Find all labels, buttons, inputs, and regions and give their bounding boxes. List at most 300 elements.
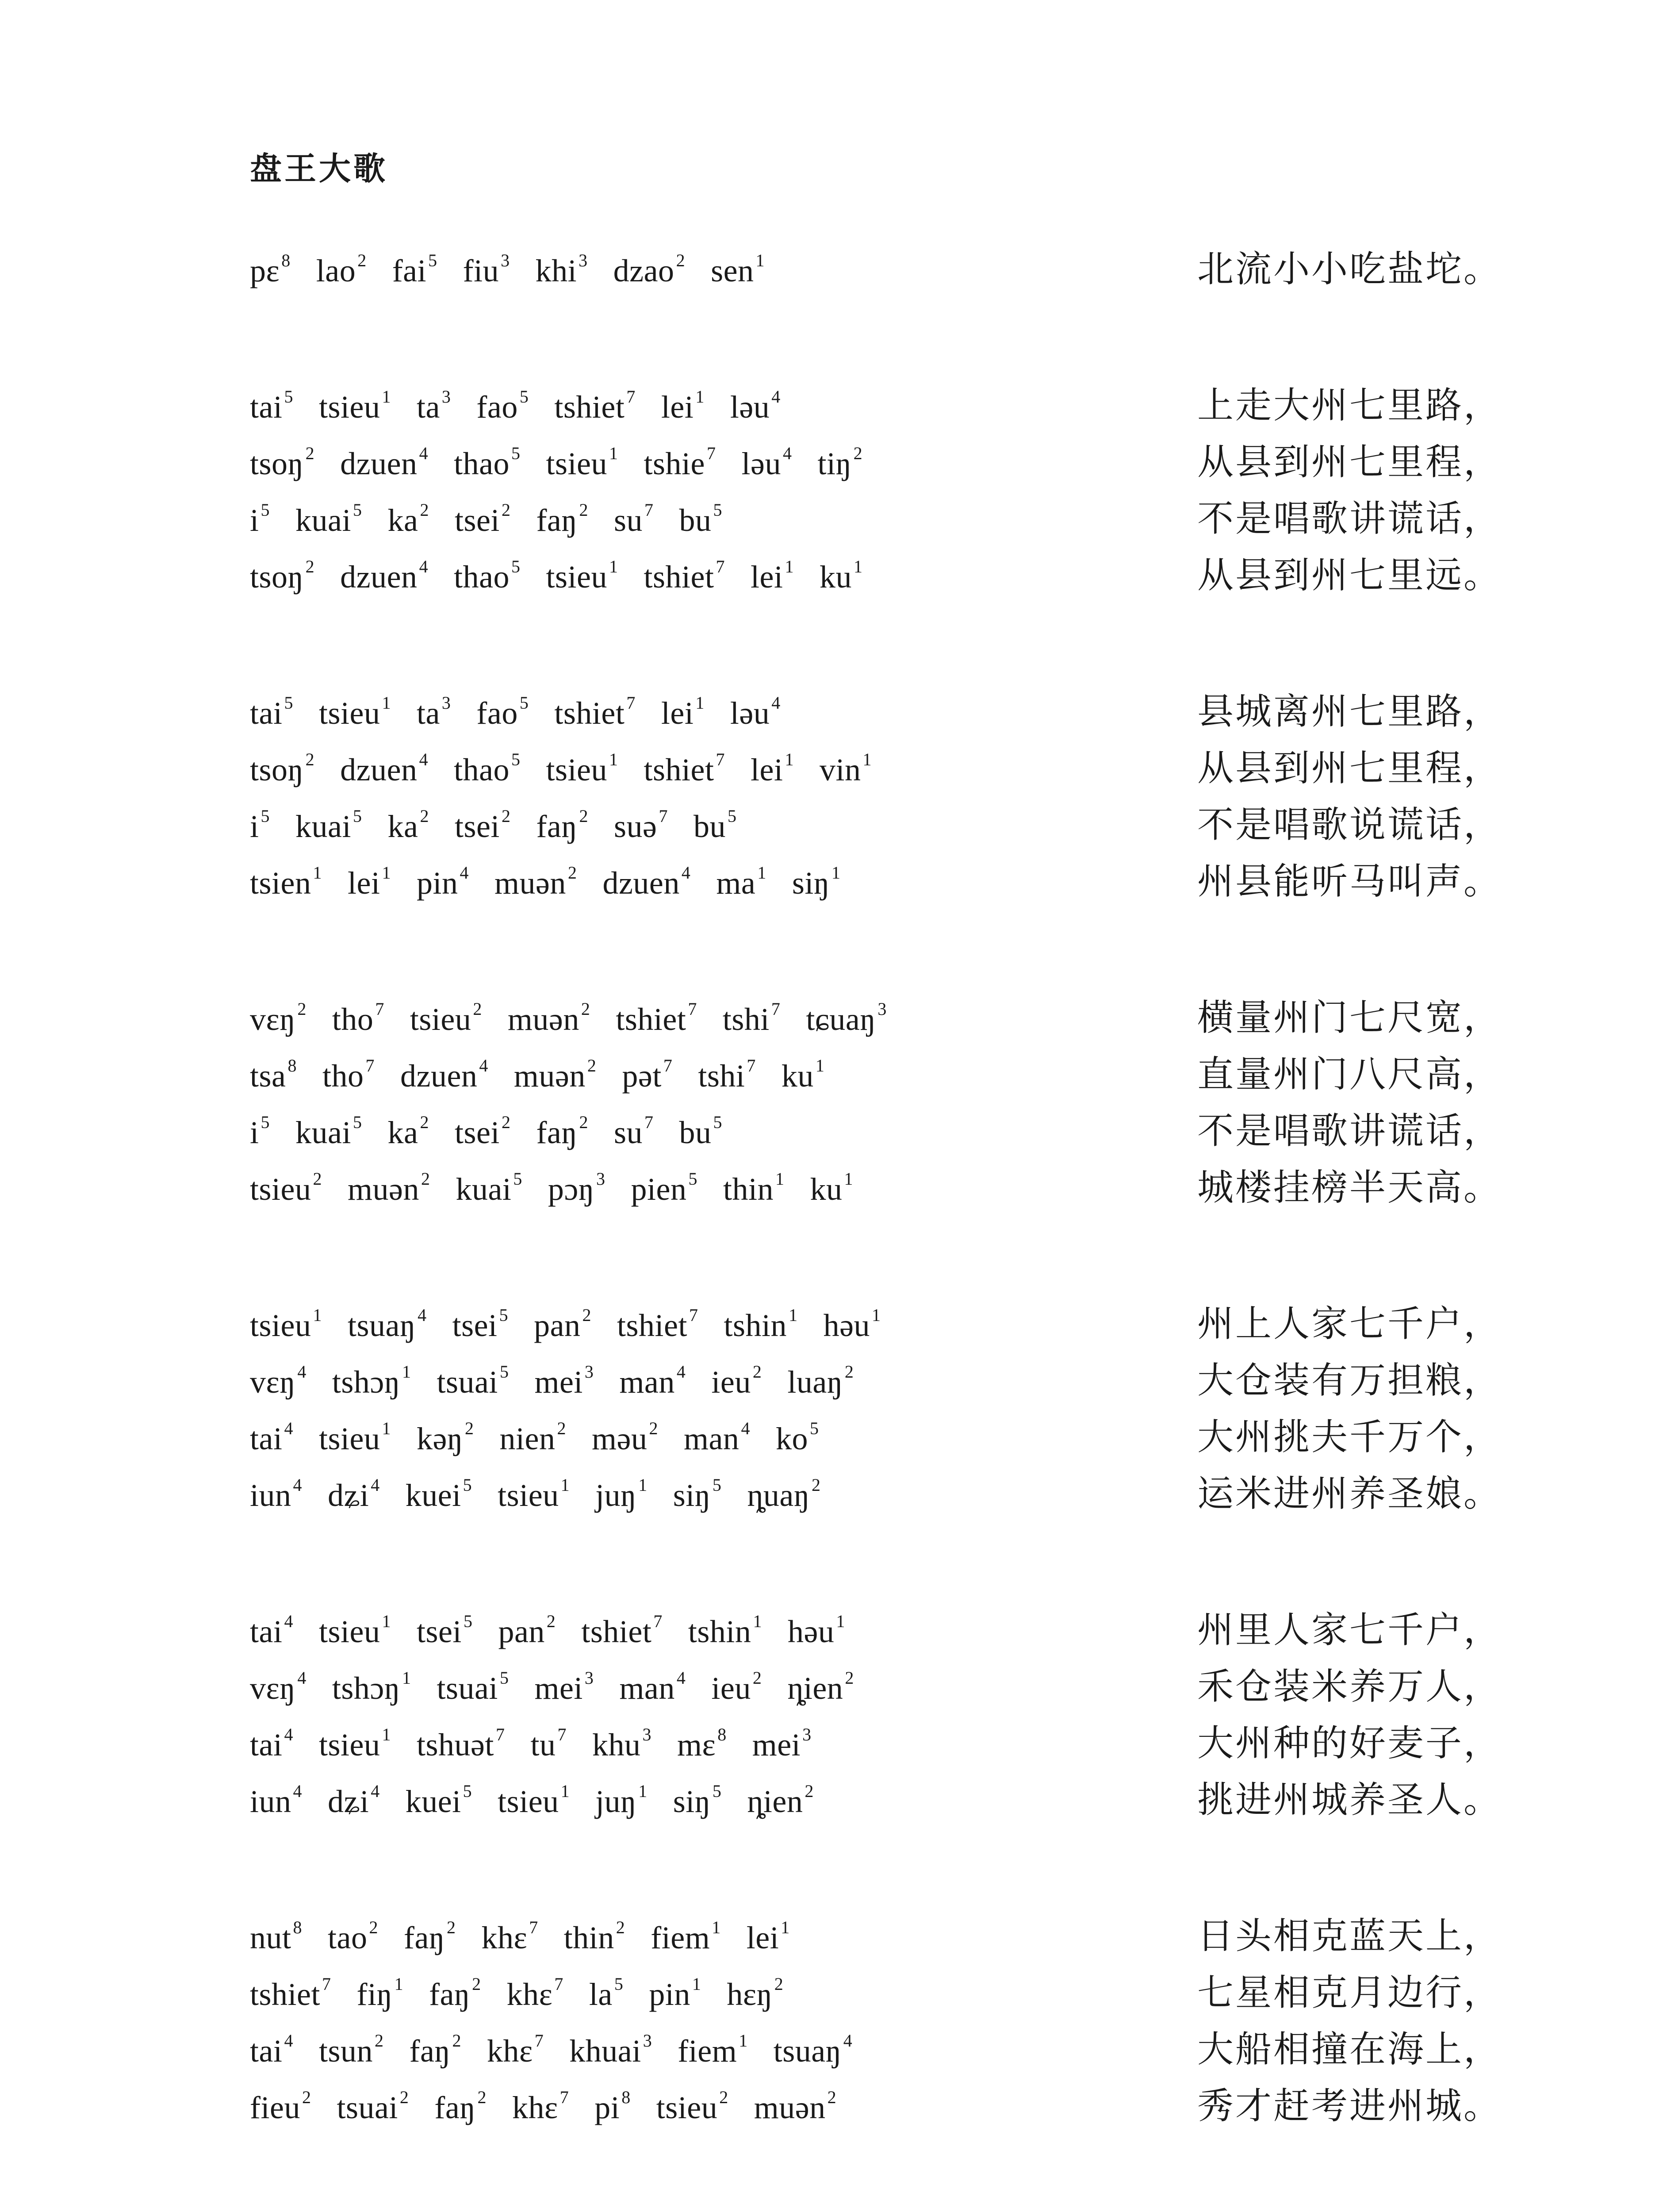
syllable-text: su [613,503,643,538]
tone-number: 2 [581,999,590,1019]
syllable [498,1773,570,1830]
tone-number: 2 [752,1362,762,1382]
tone-number: 4 [293,1475,303,1495]
syllable-text: tshiet [250,1977,320,2012]
syllable [250,2079,311,2136]
syllable-text: muən [754,2090,826,2125]
tone-number: 1 [382,863,391,883]
tone-number: 4 [843,2031,853,2051]
tone-number: 4 [297,1668,307,1688]
tone-number: 2 [501,1112,511,1132]
syllable-text: tɕuaŋ [806,1002,876,1037]
tone-number: 3 [501,250,510,270]
tone-number: 2 [719,2087,728,2107]
syllable [536,1104,588,1161]
syllable [332,1660,411,1717]
tone-number: 4 [371,1475,380,1495]
syllable-text: tai [250,1727,283,1763]
syllable [546,741,618,798]
verse-line [250,491,1502,547]
syllable [747,1909,790,1966]
syllable-text: tsuaŋ [347,1308,416,1343]
tone-number: 7 [626,387,636,407]
tone-number: 4 [479,1056,488,1075]
syllable-text: thao [454,446,510,481]
romanized-line [250,1773,839,1830]
syllable [319,1410,391,1467]
tone-number: 5 [352,500,362,520]
syllable-text: la [589,1977,613,2012]
syllable [406,1773,472,1830]
syllable [614,798,668,855]
syllable-text: lei [751,559,783,595]
syllable-text: khi [535,253,577,288]
syllable [417,1603,472,1660]
tone-number: 4 [676,1362,686,1382]
stanza [250,1602,1502,1828]
tone-number: 2 [557,1418,566,1438]
tone-number: 7 [529,1917,538,1937]
chinese-translation: 县城离州七里路， [1197,691,1502,733]
tone-number: 3 [584,1668,594,1688]
tone-number: 1 [638,1781,648,1801]
syllable [498,1467,570,1524]
syllable [332,1354,411,1410]
syllable [649,1966,701,2023]
syllable [817,435,862,492]
syllable [595,1773,648,1830]
syllable-text: tshiet [554,389,625,425]
syllable-text: kuai [456,1171,512,1207]
syllable [617,1297,698,1354]
syllable-text: faŋ [536,503,578,538]
syllable [792,855,841,911]
tone-number: 5 [261,500,270,520]
tone-number: 2 [649,1418,658,1438]
syllable-text: ku [781,1058,814,1094]
syllable [348,1297,427,1354]
syllable-text: həu [787,1614,835,1649]
tone-number: 7 [322,1974,331,1994]
chinese-translation: 从县到州七里程， [1197,441,1502,483]
syllable-text: tsuai [437,1364,498,1400]
verse-line [250,1715,1502,1772]
syllable [454,435,520,492]
tone-number: 5 [352,1112,362,1132]
syllable [417,1410,474,1467]
tone-number: 5 [688,1169,697,1189]
syllable-text: tsuai [337,2090,398,2125]
romanized-line [250,798,762,855]
romanized-line [250,991,912,1048]
tone-number: 5 [511,557,521,576]
chinese-translation: 禾仓装米养万人， [1197,1666,1502,1708]
tone-number: 5 [261,806,270,826]
tone-number: 1 [755,250,765,270]
syllable-text: pɛ [250,253,280,288]
syllable-text: tshin [724,1308,787,1343]
romanized-line [250,435,888,492]
verse-line [250,1046,1502,1103]
syllable [661,685,705,741]
syllable [546,549,618,605]
syllable-text: tsieu [546,559,608,595]
syllable [824,1297,881,1354]
stanza [250,377,1502,604]
tone-number: 4 [782,443,792,463]
syllable-text: thin [563,1920,614,1955]
syllable [730,379,781,435]
tone-number: 5 [713,500,723,520]
syllable-text: vɛŋ [250,1364,296,1400]
chinese-translation: 七星相克月边行， [1197,1972,1502,2014]
syllable [319,1717,391,1773]
syllable-text: tsieu [250,1171,311,1207]
syllable-text: tai [250,389,283,425]
syllable-text: tshiet [554,695,625,731]
syllable-text: tsuai [437,1671,498,1706]
syllable-text: kuai [295,503,351,538]
tone-number: 3 [579,250,588,270]
tone-number: 1 [609,443,618,463]
tone-number: 4 [293,1781,303,1801]
syllable-text: lei [661,695,694,731]
syllable-text: tsieu [250,1308,311,1343]
syllable [387,1104,429,1161]
syllable-text: fai [392,253,427,288]
stanza [250,990,1502,1216]
syllable-text: tsei [416,1614,462,1649]
syllable [250,741,314,798]
syllable-text: tshi [722,1002,770,1037]
romanized-line [250,1410,844,1467]
syllable-text: juŋ [595,1478,637,1513]
syllable-text: lei [746,1920,779,1955]
tone-number: 5 [809,1418,819,1438]
syllable [589,1966,623,2023]
tone-number: 2 [477,2087,487,2107]
syllable [787,1660,854,1717]
romanized-line [250,2079,862,2136]
syllable-text: kəŋ [416,1421,464,1456]
syllable-text: tsun [318,2033,373,2069]
syllable-text: tshuət [416,1727,494,1763]
tone-number: 2 [305,749,315,769]
syllable-text: tsieu [498,1478,559,1513]
tone-number: 3 [642,1724,651,1744]
tone-number: 5 [519,693,529,713]
syllable-text: mɛ [677,1727,716,1763]
tone-number: 5 [511,443,521,463]
syllable-text: tai [250,2033,283,2069]
syllable [250,1410,293,1467]
syllable-text: pin [649,1977,690,2012]
tone-number: 8 [281,250,291,270]
syllable [716,855,766,911]
syllable [512,2079,569,2136]
syllable [456,1161,522,1217]
syllable-text: khuai [569,2033,641,2069]
syllable-text: kuai [295,809,351,844]
syllable-text: tshiet [644,752,714,787]
tone-number: 3 [441,693,451,713]
syllable [319,685,391,741]
syllable [534,1297,591,1354]
syllable [250,549,314,605]
syllable [498,1603,556,1660]
syllable [417,685,451,741]
verse-line [250,1466,1502,1522]
tone-number: 1 [382,387,391,407]
tone-number: 5 [614,1974,624,1994]
syllable-text: tsieu [498,1784,559,1819]
syllable [400,1048,488,1104]
chinese-translation: 秀才赶考进州城。 [1197,2085,1502,2127]
syllable-text: iun [250,1478,291,1513]
syllable-text: tsei [454,809,500,844]
syllable [507,1966,563,2023]
syllable-text: nien [499,1421,556,1456]
verse-line [250,1409,1502,1466]
romanized-line [250,2023,878,2079]
syllable-text: faŋ [429,1977,471,2012]
tone-number: 5 [284,387,293,407]
romanized-line [250,1966,809,2023]
syllable-text: muən [494,865,566,901]
tone-number: 5 [463,1475,472,1495]
syllable [787,1354,854,1410]
tone-number: 2 [305,443,315,463]
verse-line [250,1965,1502,2021]
tone-number: 2 [774,1974,784,1994]
tone-number: 1 [753,1611,762,1631]
syllable [476,379,529,435]
song-body [250,241,1502,2212]
syllable [693,798,737,855]
tone-number: 3 [643,2031,652,2051]
syllable-text: fiem [678,2033,737,2069]
syllable [387,798,429,855]
syllable [250,1297,322,1354]
syllable [622,1048,672,1104]
tone-number: 7 [559,2087,569,2107]
syllable [250,1603,293,1660]
syllable-text: tai [250,1421,283,1456]
tone-number: 1 [831,863,841,883]
chinese-translation: 日头相克蓝天上， [1197,1915,1502,1957]
chinese-translation: 运米进州养圣娘。 [1197,1473,1502,1515]
syllable-text: tsieu [656,2090,718,2125]
tone-number: 8 [717,1724,727,1744]
syllable-text: khɛ [487,2033,533,2069]
syllable-text: tsieu [318,1421,380,1456]
syllable-text: bu [679,503,712,538]
chinese-translation: 不是唱歌讲谎话， [1197,498,1502,540]
syllable-text: muən [347,1171,419,1207]
chinese-translation: 不是唱歌讲谎话， [1197,1110,1502,1152]
tone-number: 2 [452,2031,462,2051]
tone-number: 5 [428,250,437,270]
tone-number: 8 [287,1056,297,1075]
tone-number: 2 [853,443,863,463]
syllable-text: tshin [688,1614,751,1649]
tone-number: 2 [420,1112,429,1132]
verse-line [250,377,1502,434]
syllable [437,1354,509,1410]
syllable [340,435,428,492]
syllable-text: bu [679,1115,712,1150]
syllable [723,991,781,1048]
tone-number: 8 [293,1917,303,1937]
tone-number: 2 [676,250,686,270]
syllable [250,1467,302,1524]
verse-line [250,1659,1502,1715]
syllable [404,1909,456,1966]
syllable [727,1966,783,2023]
tone-number: 3 [802,1724,812,1744]
syllable [295,798,362,855]
syllable [250,435,314,492]
tone-number: 7 [747,1056,756,1075]
syllable [810,1161,853,1217]
syllable-text: man [619,1671,675,1706]
syllable-text: siŋ [673,1784,711,1819]
syllable-text: tu [530,1727,556,1763]
tone-number: 4 [419,557,429,576]
syllable-text: məu [592,1421,648,1456]
syllable [340,741,428,798]
romanized-line [250,741,897,798]
syllable [410,2023,462,2079]
romanized-line [250,1603,871,1660]
syllable-text: tsoŋ [250,559,304,595]
tone-number: 5 [463,1611,473,1631]
tone-number: 4 [771,387,781,407]
syllable-text: pin [416,865,458,901]
romanized-line [250,1104,748,1161]
syllable-text: siŋ [673,1478,711,1513]
syllable [782,1048,825,1104]
syllable-text: lei [661,389,694,425]
syllable-text: pət [622,1058,662,1094]
stanza [250,684,1502,910]
syllable-text: man [619,1364,675,1400]
chinese-translation: 州上人家七千户， [1197,1303,1502,1345]
syllable [751,549,794,605]
syllable-text: dzao [613,253,674,288]
syllable-text: ta [416,695,440,731]
syllable [250,855,322,911]
syllable-text: su [613,1115,643,1150]
syllable-text: fieu [250,2090,300,2125]
syllable [619,1354,686,1410]
syllable-text: iun [250,1784,291,1819]
syllable [677,1717,727,1773]
tone-number: 1 [695,387,705,407]
verse-line [250,547,1502,604]
syllable-text: tsieu [410,1002,471,1037]
syllable [554,685,636,741]
tone-number: 3 [877,999,887,1019]
syllable [417,1717,505,1773]
syllable-text: dzuen [340,559,418,595]
syllable-text: ȵien [787,1671,843,1706]
syllable [564,1909,625,1966]
tone-number: 1 [862,749,872,769]
tone-number: 7 [716,557,725,576]
syllable [644,549,725,605]
syllable [536,242,588,299]
syllable [673,1773,722,1830]
tone-number: 1 [844,1169,853,1189]
syllable-text: kuei [405,1478,461,1513]
tone-number: 2 [844,1362,854,1382]
tone-number: 7 [365,1056,375,1075]
syllable [319,1603,391,1660]
tone-number: 2 [805,1781,814,1801]
syllable [417,379,451,435]
syllable-text: tsoŋ [250,752,304,787]
chinese-translation: 从县到州七里程， [1197,747,1502,789]
syllable [295,1104,362,1161]
syllable-text: dzuen [340,752,418,787]
syllable [429,1966,481,2023]
syllable-text: khɛ [481,1920,528,1955]
tone-number: 7 [771,999,781,1019]
tone-number: 2 [313,1169,322,1189]
tone-number: 4 [681,863,691,883]
syllable [316,242,367,299]
syllable [534,1660,594,1717]
tone-number: 2 [567,863,577,883]
syllable [661,379,705,435]
syllable [476,685,529,741]
tone-number: 4 [741,1418,750,1438]
syllable-text: bu [693,809,726,844]
tone-number: 5 [519,387,529,407]
syllable [581,1603,663,1660]
syllable-text: fiem [651,1920,710,1955]
tone-number: 7 [557,1724,567,1744]
tone-number: 4 [284,1724,293,1744]
syllable-text: ko [775,1421,808,1456]
chinese-translation: 直量州门八尺高， [1197,1053,1502,1095]
syllable [455,492,510,549]
syllable-text: hɛŋ [727,1977,773,2012]
syllable [569,2023,652,2079]
syllable [747,1467,820,1524]
syllable [536,798,588,855]
tone-number: 1 [382,1418,391,1438]
tone-number: 5 [499,1668,509,1688]
syllable-text: fao [476,389,518,425]
page-title: 盘王大歌 [250,150,388,187]
tone-number: 5 [284,693,293,713]
chinese-translation: 大仓装有万担粮， [1197,1359,1502,1402]
tone-number: 2 [579,500,588,520]
romanized-line [250,549,888,605]
syllable [410,991,482,1048]
romanized-line [250,1297,907,1354]
tone-number: 1 [560,1475,570,1495]
syllable [319,379,391,435]
syllable [328,1773,380,1830]
tone-number: 3 [584,1362,594,1382]
syllable [820,549,863,605]
syllable [546,435,618,492]
syllable-text: tsuaŋ [773,2033,842,2069]
tone-number: 7 [653,1611,663,1631]
